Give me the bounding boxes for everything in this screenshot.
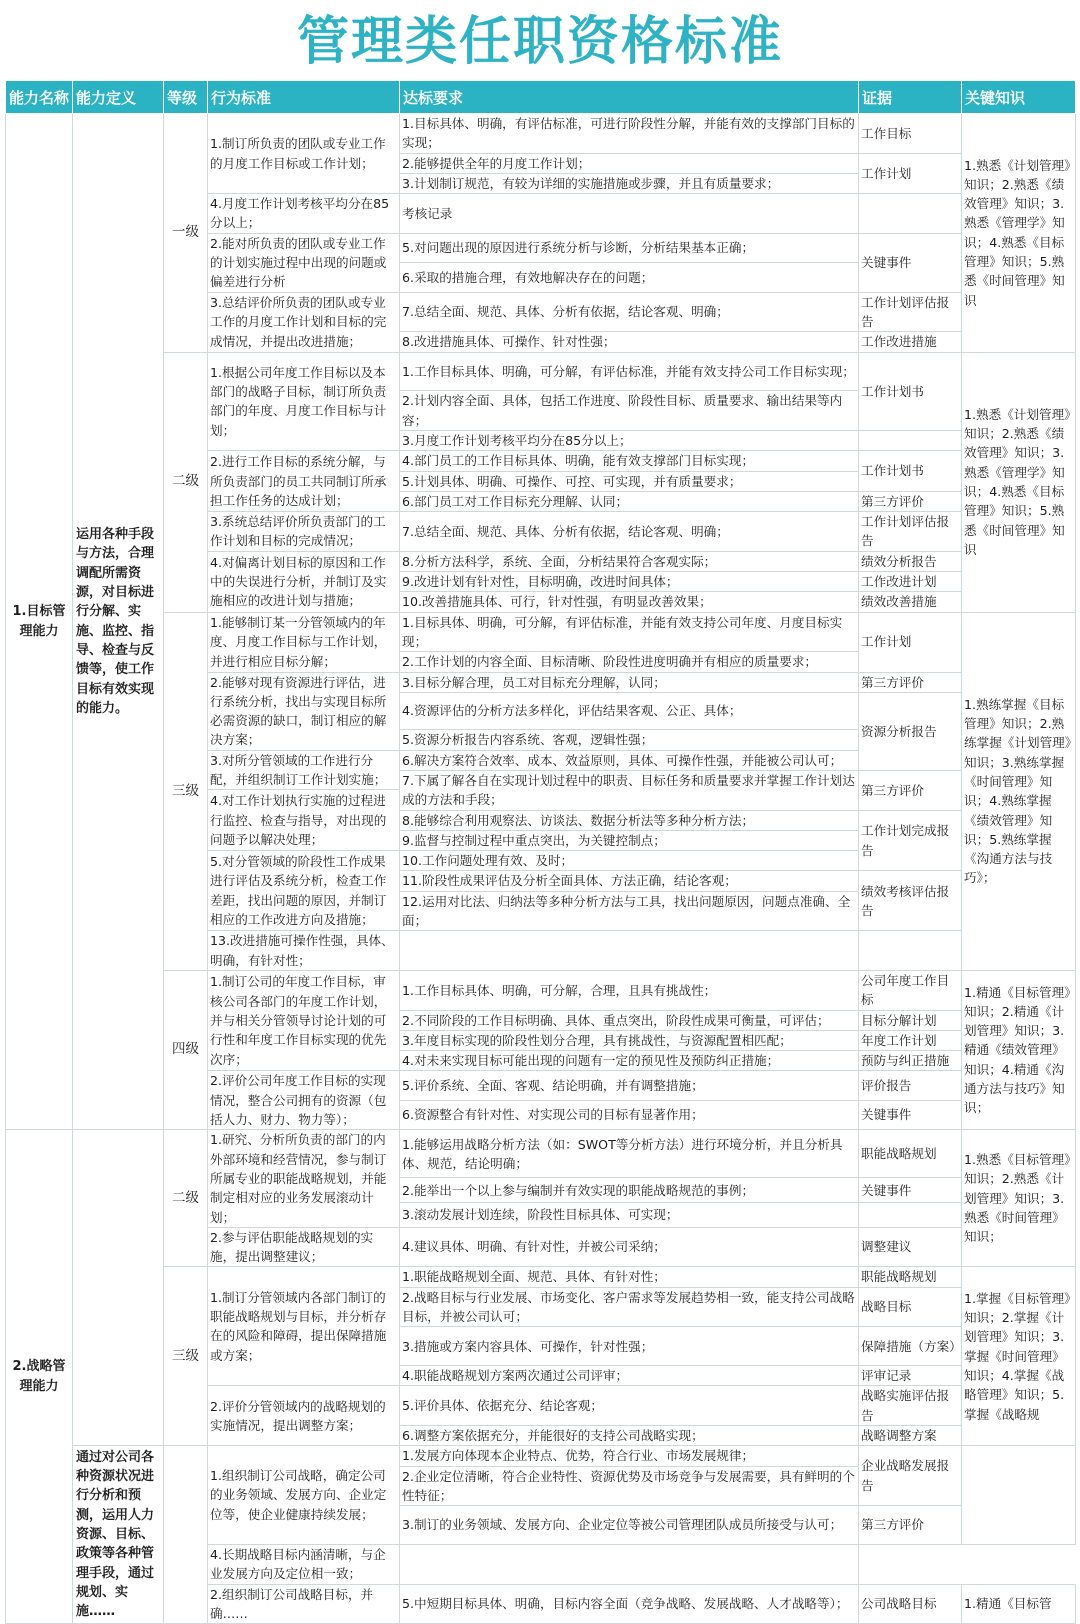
behavior-standard-cell: 2.评价分管领域内的战略规划的实施情况，提出调整方案； [208,1386,400,1446]
ability-definition-cell: 通过对公司各种资源状况进行分析和预测，运用人力资源、目标、政策等各种管理手段，通过规划、实施…… [73,1446,164,1624]
evidence-cell: 年度工作计划 [859,1030,962,1050]
evidence-cell: 调整建议 [859,1227,962,1267]
requirement-cell: 5.资源分析报告内容系统、客观，逻辑性强； [400,730,859,750]
requirement-cell: 2.计划内容全面、具体，包括工作进度、阶段性目标、质量要求、输出结果等内容； [400,391,859,431]
requirement-cell: 4.长期战略目标内涵清晰，与企业发展方向及定位相一致； [208,1544,400,1584]
evidence-cell [400,1544,859,1584]
evidence-cell: 保障措施（方案） [859,1327,962,1366]
requirement-cell: 8.改进措施具体、可操作、针对性强； [400,332,859,352]
requirement-cell: 1.发展方向体现本企业特点、优势，符合行业、市场发展规律； [400,1446,859,1466]
qualification-table [5,80,1075,1621]
behavior-standard-cell: 1.组织制订公司战略，确定公司的业务领域、发展方向、企业定位等，使企业健康持续发展； [208,1446,400,1545]
evidence-cell: 企业战略发展报告 [859,1446,962,1506]
evidence-cell: 战略实施评估报告 [859,1386,962,1426]
requirement-cell: 2.战略目标与行业发展、市场变化、客户需求等发展趋势相一致，能支持公司战略目标，并被公司认可； [400,1287,859,1327]
evidence-cell: 资源分析报告 [859,692,962,770]
requirement-cell: 1.工作目标具体、明确，可分解，合理，且具有挑战性； [400,970,859,1010]
requirement-cell: 8.分析方法科学，系统、全面，分析结果符合客观实际； [400,551,859,571]
level-cell: 一级 [164,114,208,353]
requirement-cell: 6.资源整合有针对性、对实现公司的目标有显著作用； [400,1100,859,1129]
ability-name-cell: 2.战略管理能力 [6,1130,73,1624]
requirement-cell: 6.调整方案依据充分，并能很好的支持公司战略实现； [400,1425,859,1445]
evidence-cell: 第三方评价 [859,1506,962,1545]
evidence-cell: 考核记录 [400,194,859,234]
evidence-cell: 战略目标 [859,1287,962,1327]
requirement-cell: 6.解决方案符合效率、成本、效益原则，具体、可操作性强，并能被公司认可； [400,750,859,770]
behavior-standard-cell: 1.能够制订某一分管领域内的年度、月度工作目标与工作计划，并进行相应目标分解； [208,612,400,672]
table-row [6,352,1076,371]
behavior-standard-cell: 2.组织制订公司战略目标，并确…… [208,1584,400,1624]
behavior-standard-cell: 2.能够对现有资源进行评估，进行系统分析，找出与实现目标所必需资源的缺口，制订相应的解决方案； [208,672,400,750]
evidence-cell: 工作计划 [859,153,962,194]
requirement-cell: 4.建议具体、明确、有针对性，并被公司采纳； [400,1227,859,1267]
requirement-cell: 2.不同阶段的工作目标明确、具体、重点突出，阶段性成果可衡量，可评估； [400,1010,859,1030]
evidence-cell: 工作计划评估报告 [859,292,962,332]
behavior-standard-cell: 2.参与评估职能战略规划的实施，提出调整建议； [208,1227,400,1267]
evidence-cell: 公司年度工作目标 [859,970,962,1010]
header-ability-definition: 能力定义 [73,81,164,114]
table-row [6,1130,1076,1154]
requirement-cell: 3.年度目标实现的阶段性划分合理，具有挑战性，与资源配置相匹配； [400,1030,859,1050]
level-cell [164,1446,208,1624]
header-key-knowledge: 关键知识 [962,81,1076,114]
key-knowledge-cell: 1.精通《目标管 [962,1584,1076,1624]
behavior-standard-cell: 2.评价公司年度工作目标的实现情况，整合公司拥有的资源（包括人力、财力、物力等）； [208,1071,400,1130]
requirement-cell: 4.资源评估的分析方法多样化，评估结果客观、公正、具体； [400,692,859,730]
requirement-cell: 5.评价系统、全面、客观、结论明确，并有调整措施； [400,1071,859,1100]
requirement-cell: 7.总结全面、规范、具体、分析有依据，结论客观、明确； [400,292,859,332]
requirement-cell: 10.工作问题处理有效、及时； [400,851,859,871]
evidence-cell: 工作计划 [859,612,962,672]
requirement-cell: 8.能够综合利用观察法、访谈法、数据分析法等多种分析方法； [400,810,859,830]
level-cell: 三级 [164,1267,208,1446]
requirement-cell: 1.工作目标具体、明确，可分解，有评估标准，并能有效支持公司工作目标实现； [400,352,859,391]
behavior-standard-cell: 1.研究、分析所负责的部门的内外部环境和经营情况，参与制订所属专业的职能战略规划，并能制定相对应的业务发展滚动计划； [208,1130,400,1227]
evidence-cell: 绩效考核评估报告 [859,871,962,931]
requirement-cell: 3.月度工作计划考核平均分在85分以上； [400,430,859,450]
requirement-cell: 1.职能战略规划全面、规范、具体、有针对性； [400,1267,859,1287]
header-level: 等级 [164,81,208,114]
page-title: 管理类任职资格标准 [296,12,783,72]
requirement-cell: 1.目标具体、明确，有评估标准，可进行阶段性分解，并能有效的支撑部门目标的实现； [400,114,859,154]
ability-definition-cell: 运用各种手段与方法，合理调配所需资源，对目标进行分解、实施、监控、指导、检查与反馈等，使工作目标有效实现的能力。 [73,114,164,1130]
behavior-standard-cell: 2.能对所负责的团队或专业工作的计划实施过程中出现的问题或偏差进行分析 [208,233,400,292]
requirement-cell: 7.下属了解各自在实现计划过程中的职责、目标任务和质量要求并掌握工作计划达成的方法和手段； [400,770,859,810]
requirement-cell: 2.能举出一个以上参与编制并有效实现的职能战略规范的事例； [400,1178,859,1203]
requirement-cell: 3.滚动发展计划连续，阶段性目标具体、可实现； [400,1203,859,1228]
requirement-cell: 4.部门员工的工作目标具体、明确，能有效支撑部门目标实现； [400,451,859,471]
requirement-cell: 3.制订的业务领域、发展方向、企业定位等被公司管理团队成员所接受与认可； [400,1506,859,1545]
evidence-cell: 工作计划评估报告 [859,512,962,552]
evidence-cell: 目标分解计划 [859,1010,962,1030]
table-row [6,1267,1076,1287]
evidence-cell: 评审记录 [859,1366,962,1386]
evidence-cell: 工作计划书 [859,352,962,430]
behavior-standard-cell: 1.制订所负责的团队或专业工作的月度工作目标或工作计划； [208,114,400,194]
behavior-standard-cell: 5.对分管领域的阶段性工作成果进行评估及系统分析，检查工作差距，找出问题的原因，并制订相应的工作改进方向及措施； [208,851,400,931]
level-cell: 二级 [164,352,208,612]
level-cell: 四级 [164,970,208,1129]
requirement-cell: 12.运用对比法、归纳法等多种分析方法与工具，找出问题原因，问题点准确、全面； [400,891,859,931]
requirement-cell: 5.评价具体、依据充分、结论客观； [400,1386,859,1426]
behavior-standard-cell: 3.总结评价所负责的团队或专业工作的月度工作计划和目标的完成情况，并提出改进措施； [208,292,400,352]
evidence-cell: 绩效改善措施 [859,592,962,612]
requirement-cell: 13.改进措施可操作性强，具体、明确，有针对性； [208,931,400,971]
evidence-cell [400,931,859,971]
requirement-cell: 3.目标分解合理，员工对目标充分理解，认同； [400,672,859,692]
behavior-standard-cell: 2.进行工作目标的系统分解，与所负责部门的员工共同制订所承担工作任务的达成计划； [208,451,400,512]
requirement-cell: 9.监督与控制过程中重点突出，为关键控制点； [400,830,859,850]
evidence-cell: 战略调整方案 [859,1425,962,1445]
requirement-cell: 7.总结全面、规范、具体、分析有依据，结论客观、明确； [400,512,859,552]
evidence-cell: 绩效分析报告 [859,551,962,571]
key-knowledge-cell: 1.掌握《目标管理》知识；2.掌握《计划管理》知识；3.掌握《时间管理》知识；4.掌握《战略管理》知识；5.掌握《战略规 [962,1267,1076,1446]
evidence-cell: 工作计划完成报告 [859,810,962,871]
evidence-cell: 第三方评价 [859,770,962,810]
table-header-row [6,81,1076,114]
evidence-cell: 工作改进措施 [859,332,962,352]
requirement-cell: 3.计划制订规范，有较为详细的实施措施或步骤，并且有质量要求； [400,173,859,193]
evidence-cell: 公司战略目标 [859,1584,962,1624]
requirement-cell: 4.职能战略规划方案两次通过公司评审； [400,1366,859,1386]
requirement-cell: 9.改进计划有针对性，目标明确，改进时间具体； [400,572,859,592]
evidence-cell: 关键事件 [859,1178,962,1203]
requirement-cell: 5.中短期目标具体、明确，目标内容全面（竞争战略、发展战略、人才战略等）； [400,1584,859,1624]
table-row [6,612,1076,632]
requirement-cell: 3.措施或方案内容具体、可操作，针对性强； [400,1327,859,1366]
evidence-cell: 关键事件 [859,233,962,292]
requirement-cell: 2.工作计划的内容全面、目标清晰、阶段性进度明确并有相应的质量要求； [400,652,859,672]
evidence-cell: 职能战略规划 [859,1267,962,1287]
level-cell: 二级 [164,1130,208,1267]
ability-definition-cell [73,1130,164,1446]
table-body [6,114,1076,1624]
header-evidence: 证据 [859,81,962,114]
evidence-cell: 职能战略规划 [859,1130,962,1178]
key-knowledge-cell: 1.熟悉《计划管理》知识；2.熟悉《绩效管理》知识；3.熟悉《管理学》知识；4.熟悉《目标管理》知识；5.熟悉《时间管理》知识 [962,114,1076,353]
header-behavior-standard: 行为标准 [208,81,400,114]
header-requirement: 达标要求 [400,81,859,114]
evidence-cell: 第三方评价 [859,491,962,511]
evidence-cell: 工作改进计划 [859,572,962,592]
evidence-cell: 工作目标 [859,114,962,154]
requirement-cell: 6.部门员工对工作目标充分理解、认同； [400,491,859,511]
requirement-cell: 4.对未来实现目标可能出现的问题有一定的预见性及预防纠正措施； [400,1051,859,1071]
requirement-cell: 1.目标具体、明确，可分解，有评估标准，并能有效支持公司年度、月度目标实现； [400,612,859,652]
ability-name-cell: 1.目标管理能力 [6,114,73,1130]
table-row [6,970,1076,990]
key-knowledge-cell: 1.熟悉《计划管理》知识；2.熟悉《绩效管理》知识；3.熟悉《管理学》知识；4.熟悉《目标管理》知识；5.熟悉《时间管理》知识 [962,352,1076,612]
behavior-standard-cell: 3.对所分管领域的工作进行分配，并组织制订工作计划实施； [208,750,400,790]
requirement-cell: 10.改善措施具体、可行，针对性强，有明显改善效果； [400,592,859,612]
behavior-standard-cell: 1.根据公司年度工作目标以及本部门的战略子目标，制订所负责部门的年度、月度工作目标与计划； [208,352,400,451]
table-row [6,1446,1076,1466]
key-knowledge-cell: 1.熟练掌握《目标管理》知识；2.熟练掌握《计划管理》知识；3.熟练掌握《时间管理》知识；4.熟练掌握《绩效管理》知识；5.熟练掌握《沟通方法与技巧》； [962,612,1076,970]
requirement-cell: 6.采取的措施合理，有效地解决存在的问题； [400,263,859,292]
level-cell: 三级 [164,612,208,970]
requirement-cell: 5.计划具体、明确、可操作、可控、可实现，并有质量要求； [400,471,859,491]
key-knowledge-cell: 1.熟悉《目标管理》知识；2.熟悉《计划管理》知识；3.熟悉《时间管理》知识； [962,1130,1076,1267]
evidence-cell: 预防与纠正措施 [859,1051,962,1071]
evidence-cell: 关键事件 [859,1100,962,1129]
evidence-cell: 工作计划书 [859,451,962,492]
evidence-cell: 第三方评价 [859,672,962,692]
behavior-standard-cell: 1.制订公司的年度工作目标，审核公司各部门的年度工作计划，并与相关分管领导讨论计划的可行性和年度工作目标实现的优先次序； [208,970,400,1070]
table-row [6,114,1076,134]
requirement-cell: 5.对问题出现的原因进行系统分析与诊断，分析结果基本正确； [400,233,859,262]
evidence-cell: 评价报告 [859,1071,962,1100]
requirement-cell: 2.能够提供全年的月度工作计划； [400,153,859,173]
requirement-cell: 1.能够运用战略分析方法（如：SWOT等分析方法）进行环境分析，并且分析具体、规范，结论明确； [400,1130,859,1178]
requirement-cell: 4.月度工作计划考核平均分在85分以上； [208,194,400,234]
header-ability-name: 能力名称 [6,81,73,114]
behavior-standard-cell: 4.对偏离计划目标的原因和工作中的失误进行分析，并制订及实施相应的改进计划与措施； [208,551,400,612]
requirement-cell: 2.企业定位清晰，符合企业特性、资源优势及市场竞争与发展需要，具有鲜明的个性特征； [400,1466,859,1506]
behavior-standard-cell: 3.系统总结评价所负责部门的工作计划和目标的完成情况； [208,512,400,552]
requirement-cell: 11.阶段性成果评估及分析全面具体、方法正确，结论客观； [400,871,859,891]
evidence-cell [859,1203,962,1228]
behavior-standard-cell: 1.制订分管领域内各部门制订的职能战略规划与目标，并分析存在的风险和障碍，提出保障措施或方案； [208,1267,400,1386]
key-knowledge-cell [962,1446,1076,1545]
key-knowledge-cell: 1.精通《目标管理》知识；2.精通《计划管理》知识；3.精通《绩效管理》知识；4.精通《沟通方法与技巧》知识； [962,970,1076,1129]
behavior-standard-cell: 4.对工作计划执行实施的过程进行监控、检查与指导，对出现的问题予以解决处理； [208,790,400,851]
